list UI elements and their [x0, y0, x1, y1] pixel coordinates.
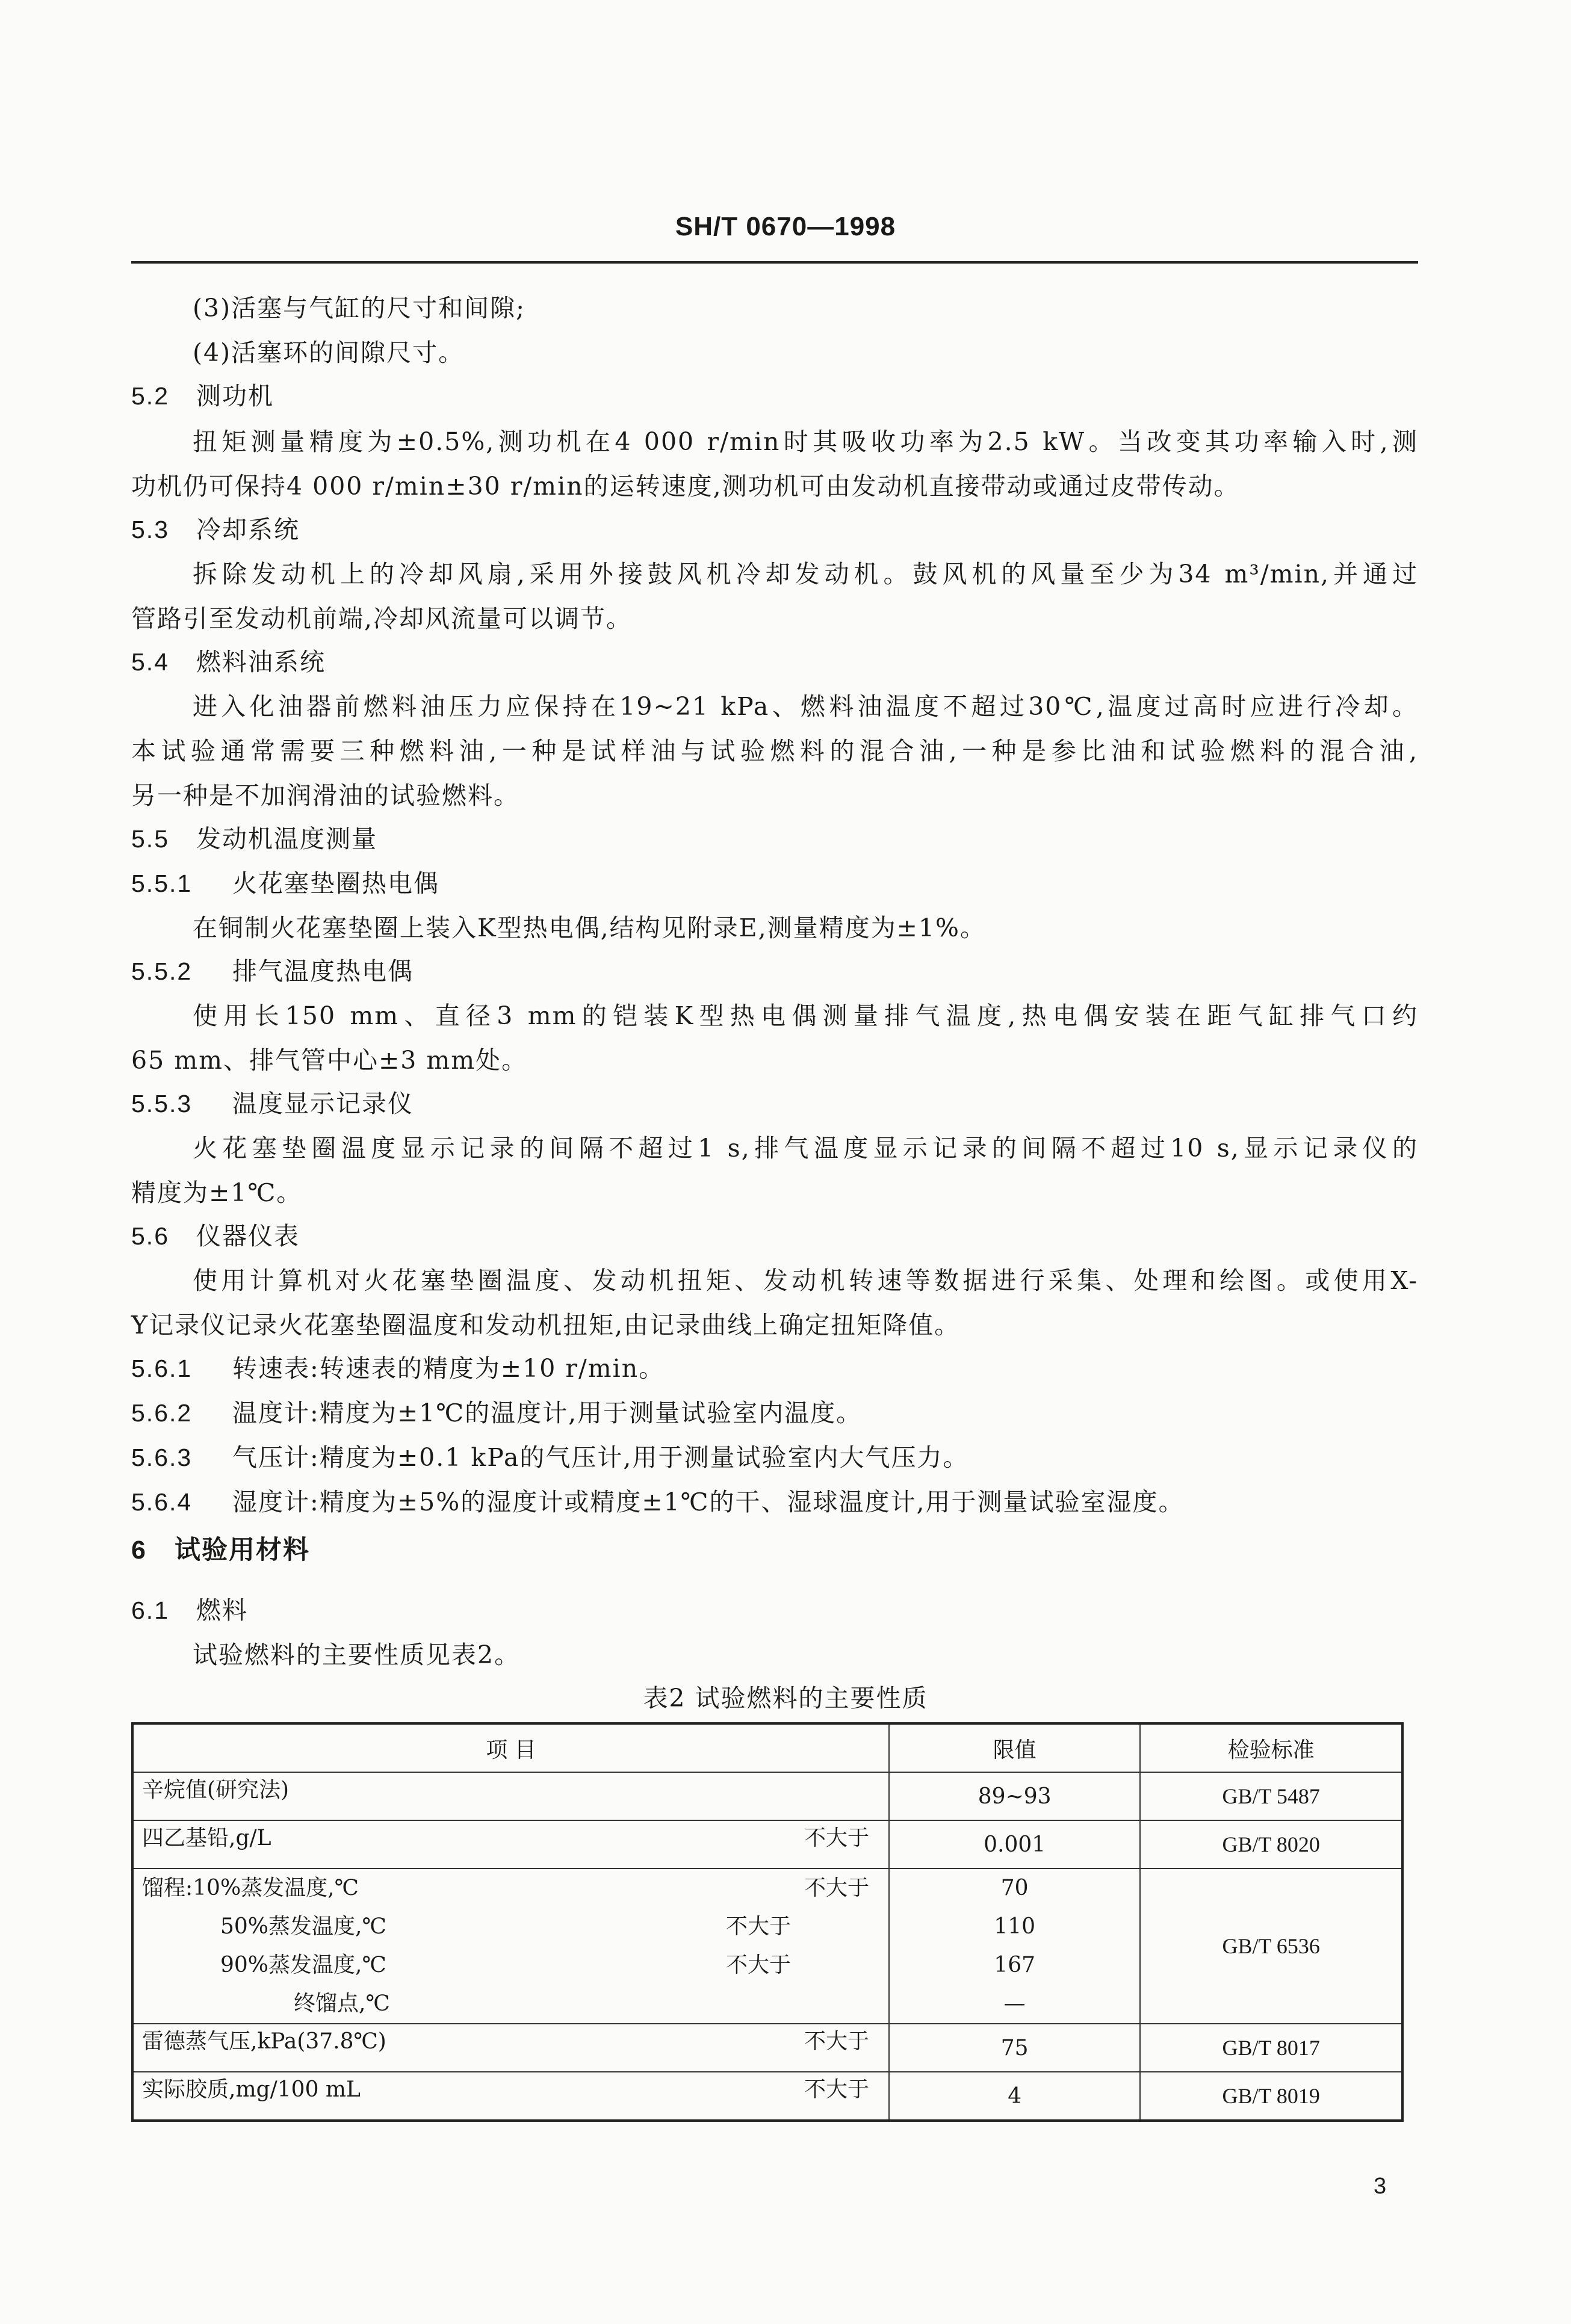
text-line: Y记录仪记录火花塞垫圈温度和发动机扭矩,由记录曲线上确定扭矩降值。 — [131, 1311, 961, 1340]
cell-standard: GB/T 5487 — [1140, 1772, 1402, 1820]
section-heading: 6.1 燃料 — [131, 1596, 248, 1625]
section-heading: 5.6.3 气压计:精度为±0.1 kPa的气压计,用于测量试验室内大气压力。 — [131, 1443, 969, 1472]
header-item: 项 目 — [132, 1723, 889, 1772]
cell-item: 实际胶质,mg/100 mL 不大于 — [132, 2072, 889, 2121]
text-line: 扭矩测量精度为±0.5%,测功机在4 000 r/min时其吸收功率为2.5 kW。当改变其功率输入时,测 — [193, 427, 1418, 456]
table-row — [132, 2072, 1402, 2121]
standard-number-header: SH/T 0670—1998 — [675, 212, 896, 241]
section-heading: 5.5.2 排气温度热电偶 — [131, 957, 414, 986]
section-heading: 5.6.4 湿度计:精度为±5%的湿度计或精度±1℃的干、湿球温度计,用于测量试验室湿度。 — [131, 1488, 1185, 1516]
cell-limit: 89~93 — [889, 1772, 1140, 1820]
section-heading: 5.5 发动机温度测量 — [131, 824, 377, 853]
header-limit: 限值 — [889, 1723, 1140, 1772]
cell-limit: 70 110 167 — — [889, 1868, 1140, 2024]
section-heading: 5.2 测功机 — [131, 382, 274, 410]
cell-item: 四乙基铅,g/L 不大于 — [132, 1820, 889, 1868]
cell-limit: 4 — [889, 2072, 1140, 2121]
cell-condition: 不大于 — [804, 2029, 870, 2054]
cell-condition: 不大于 — [804, 2077, 870, 2102]
cell-item: 雷德蒸气压,kPa(37.8℃) 不大于 — [132, 2024, 889, 2072]
table-row — [132, 2024, 1402, 2072]
cell-item: 馏程:10%蒸发温度,℃ 不大于 50%蒸发温度,℃ 不大于 90%蒸发温度,℃ 不大于 终馏点,℃ — [132, 1868, 889, 2024]
section-heading: 5.3 冷却系统 — [131, 515, 300, 544]
text-line: 功机仍可保持4 000 r/min±30 r/min的运转速度,测功机可由发动机直接带动或通过皮带传动。 — [131, 472, 1240, 501]
section-heading: 5.5.3 温度显示记录仪 — [131, 1089, 414, 1118]
header-standard: 检验标准 — [1140, 1723, 1402, 1772]
table-row — [132, 1820, 1402, 1868]
text-line: 另一种是不加润滑油的试验燃料。 — [131, 781, 519, 810]
text-line: 65 mm、排气管中心±3 mm处。 — [131, 1046, 528, 1075]
text-line: 火花塞垫圈温度显示记录的间隔不超过1 s,排气温度显示记录的间隔不超过10 s,显示记录仪的 — [193, 1134, 1418, 1163]
section-heading: 5.4 燃料油系统 — [131, 647, 326, 676]
section-heading: 5.6.1 转速表:转速表的精度为±10 r/min。 — [131, 1354, 665, 1383]
cell-standard: GB/T 8019 — [1140, 2072, 1402, 2121]
page-number: 3 — [1374, 2174, 1387, 2199]
text-line: 在铜制火花塞垫圈上装入K型热电偶,结构见附录E,测量精度为±1%。 — [193, 913, 987, 942]
cell-standard: GB/T 8017 — [1140, 2024, 1402, 2072]
text-line: (4)活塞环的间隙尺寸。 — [193, 338, 465, 367]
fuel-properties-table — [131, 1722, 1404, 2122]
text-line: 本试验通常需要三种燃料油,一种是试样油与试验燃料的混合油,一种是参比油和试验燃料的混合油, — [131, 737, 1418, 765]
cell-condition: 不大于 — [804, 1826, 870, 1850]
header-rule — [131, 261, 1418, 264]
cell-limit: 0.001 — [889, 1820, 1140, 1868]
table-row-distillation — [132, 1868, 1402, 2024]
text-line: 试验燃料的主要性质见表2。 — [193, 1640, 521, 1669]
text-line: 管路引至发动机前端,冷却风流量可以调节。 — [131, 604, 633, 633]
cell-standard: GB/T 8020 — [1140, 1820, 1402, 1868]
cell-standard: GB/T 6536 — [1140, 1868, 1402, 2024]
section-heading: 5.6.2 温度计:精度为±1℃的温度计,用于测量试验室内温度。 — [131, 1398, 863, 1427]
cell-condition: 不大于 — [726, 1953, 792, 1977]
section-heading: 5.5.1 火花塞垫圈热电偶 — [131, 869, 439, 898]
section-heading: 5.6 仪器仪表 — [131, 1222, 300, 1250]
cell-condition: 不大于 — [726, 1914, 792, 1939]
text-line: 拆除发动机上的冷却风扇,采用外接鼓风机冷却发动机。鼓风机的风量至少为34 m³/min,并通过 — [193, 560, 1418, 589]
cell-limit: 75 — [889, 2024, 1140, 2072]
cell-item: 辛烷值(研究法) — [132, 1772, 889, 1820]
table-row — [132, 1772, 1402, 1820]
cell-condition: 不大于 — [804, 1876, 870, 1900]
table-header-row — [132, 1723, 1402, 1772]
text-line: (3)活塞与气缸的尺寸和间隙; — [193, 294, 525, 323]
text-line: 进入化油器前燃料油压力应保持在19~21 kPa、燃料油温度不超过30℃,温度过高时应进行冷却。 — [193, 692, 1418, 721]
text-line: 使用计算机对火花塞垫圈温度、发动机扭矩、发动机转速等数据进行采集、处理和绘图。或使用X- — [193, 1266, 1418, 1295]
chapter-heading: 6 试验用材料 — [131, 1535, 310, 1565]
text-line: 精度为±1℃。 — [131, 1178, 303, 1207]
table-caption: 表2 试验燃料的主要性质 — [643, 1684, 928, 1713]
text-line: 使用长150 mm、直径3 mm的铠装K型热电偶测量排气温度,热电偶安装在距气缸排气口约 — [193, 1001, 1418, 1030]
